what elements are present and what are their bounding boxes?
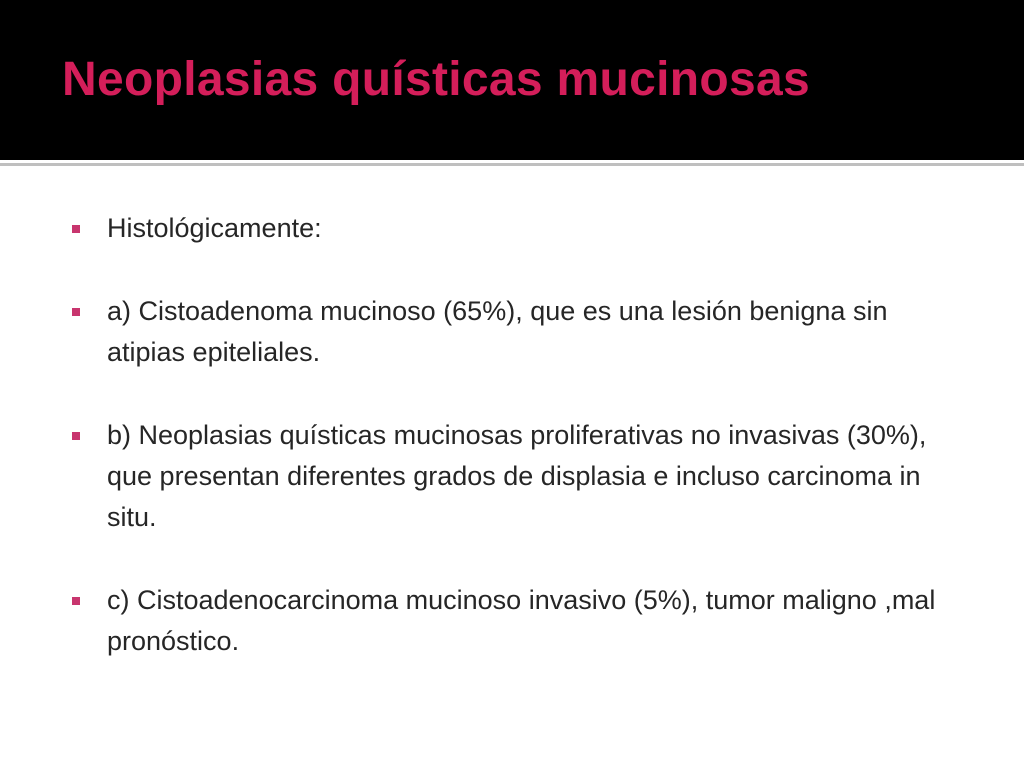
square-bullet-icon [72,225,80,233]
bullet-text: c) Cistoadenocarcinoma mucinoso invasivo (5%), tumor maligno ,mal pronóstico. [107,585,936,656]
bullet-text: Histológicamente: [107,213,322,243]
square-bullet-icon [72,597,80,605]
bullet-list [70,208,970,704]
square-bullet-icon [72,308,80,316]
bullet-item [70,580,970,662]
bullet-text: b) Neoplasias quísticas mucinosas proliferativas no invasivas (30%), que presentan diferentes grados de displasia e incluso carcinoma in situ. [107,420,927,532]
title-divider [0,163,1024,166]
bullet-item [70,415,970,538]
bullet-item [70,208,970,249]
bullet-item [70,291,970,373]
square-bullet-icon [72,432,80,440]
title-bar [0,0,1024,160]
bullet-text: a) Cistoadenoma mucinoso (65%), que es una lesión benigna sin atipias epiteliales. [107,296,888,367]
slide-title: Neoplasias quísticas mucinosas [62,53,810,106]
